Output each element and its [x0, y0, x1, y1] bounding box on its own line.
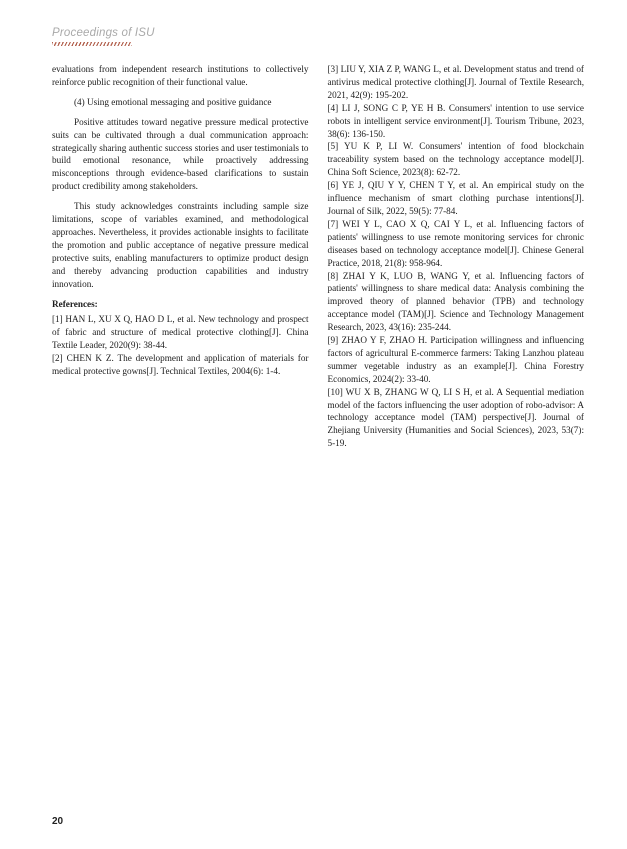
running-header [52, 27, 155, 46]
header-hatch-decoration [52, 42, 132, 46]
left-column [52, 63, 309, 450]
references-heading: References: [52, 298, 98, 309]
reference-item-9: [9] ZHAO Y F, ZHAO H. Participation willingness and influencing factors of agricultural E-commerce farmers: Taking Lanzhou plateau summer vegetable industry as an example[J]. China Forestry Economics, 2024(2): 33-40. [327, 335, 584, 384]
journal-title: Proceedings of ISU [52, 27, 155, 39]
paragraph-continuation: evaluations from independent research institutions to collectively reinforce public recognition of their functional value. [52, 64, 309, 87]
two-column-body [52, 63, 584, 450]
reference-item-2: [2] CHEN K Z. The development and application of materials for medical protective gowns[J]. Technical Textiles, 2004(6): 1-4. [52, 353, 309, 377]
reference-item-1: [1] HAN L, XU X Q, HAO D L, et al. New technology and prospect of fabric and structure of medical protective clothing[J]. China Textile Leader, 2020(9): 38-44. [52, 314, 309, 351]
reference-item-7: [7] WEI Y L, CAO X Q, CAI Y L, et al. Influencing factors of patients' willingness to use remote monitoring services for chronic diseases based on technology acceptance model[J]. Chinese General Practice, 2018, 21(8): 958-964. [327, 218, 584, 268]
reference-item-6: [6] YE J, QIU Y Y, CHEN T Y, et al. An empirical study on the influence mechanism of smart clothing purchase intentions[J]. Journal of Silk, 2022, 59(5): 77-84. [327, 180, 584, 216]
reference-item-10: [10] WU X B, ZHANG W Q, LI S H, et al. A Sequential mediation model of the factors influencing the user adoption of robo-advisor: A technology acceptance model (TAM) perspective[J]. Journal of Zhejiang University (Humanities and Social Sciences), 2023, 53(7): 5-19. [327, 386, 584, 449]
paragraph-study-constraints: This study acknowledges constraints including sample size limitations, scope of variables examined, and methodological approaches. Nevertheless, it provides actionable insights to facilitate the promotion and public acceptance of negative pressure medical protective suits, enabling manufacturers to optimize product design and thereby advancing production capabilities and industry innovation. [52, 201, 309, 289]
reference-item-3: [3] LIU Y, XIA Z P, WANG L, et al. Development status and trend of antivirus medical protective clothing[J]. Journal of Textile Research, 2021, 42(9): 195-202. [327, 64, 584, 100]
reference-item-4: [4] LI J, SONG C P, YE H B. Consumers' intention to use service robots in intelligent service environment[J]. Tourism Tribune, 2023, 38(6): 136-150. [327, 102, 584, 139]
reference-item-8: [8] ZHAI Y K, LUO B, WANG Y, et al. Influencing factors of patients' willingness to share medical data: Analysis combining the improved theory of planned behavior (TPB) and technology acceptance model (TAM)[J]. Science and Technology Management Research, 2023, 43(16): 235-244. [327, 270, 584, 333]
paragraph-positive-attitudes: Positive attitudes toward negative pressure medical protective suits can be cultivated through a dual communication approach: strategically sharing authentic success stories and user testimonials to build emotional resonance, while proactively addressing misconceptions through evidence-based clarifications to sustain product credibility among stakeholders. [52, 116, 309, 192]
subheading-emotional-messaging: (4) Using emotional messaging and positive guidance [74, 96, 272, 107]
page-number: 20 [52, 816, 64, 827]
reference-item-5: [5] YU K P, LI W. Consumers' intention of food blockchain traceability system based on the technology acceptance model[J]. China Soft Science, 2023(8): 62-72. [327, 141, 584, 178]
right-column [328, 63, 585, 450]
